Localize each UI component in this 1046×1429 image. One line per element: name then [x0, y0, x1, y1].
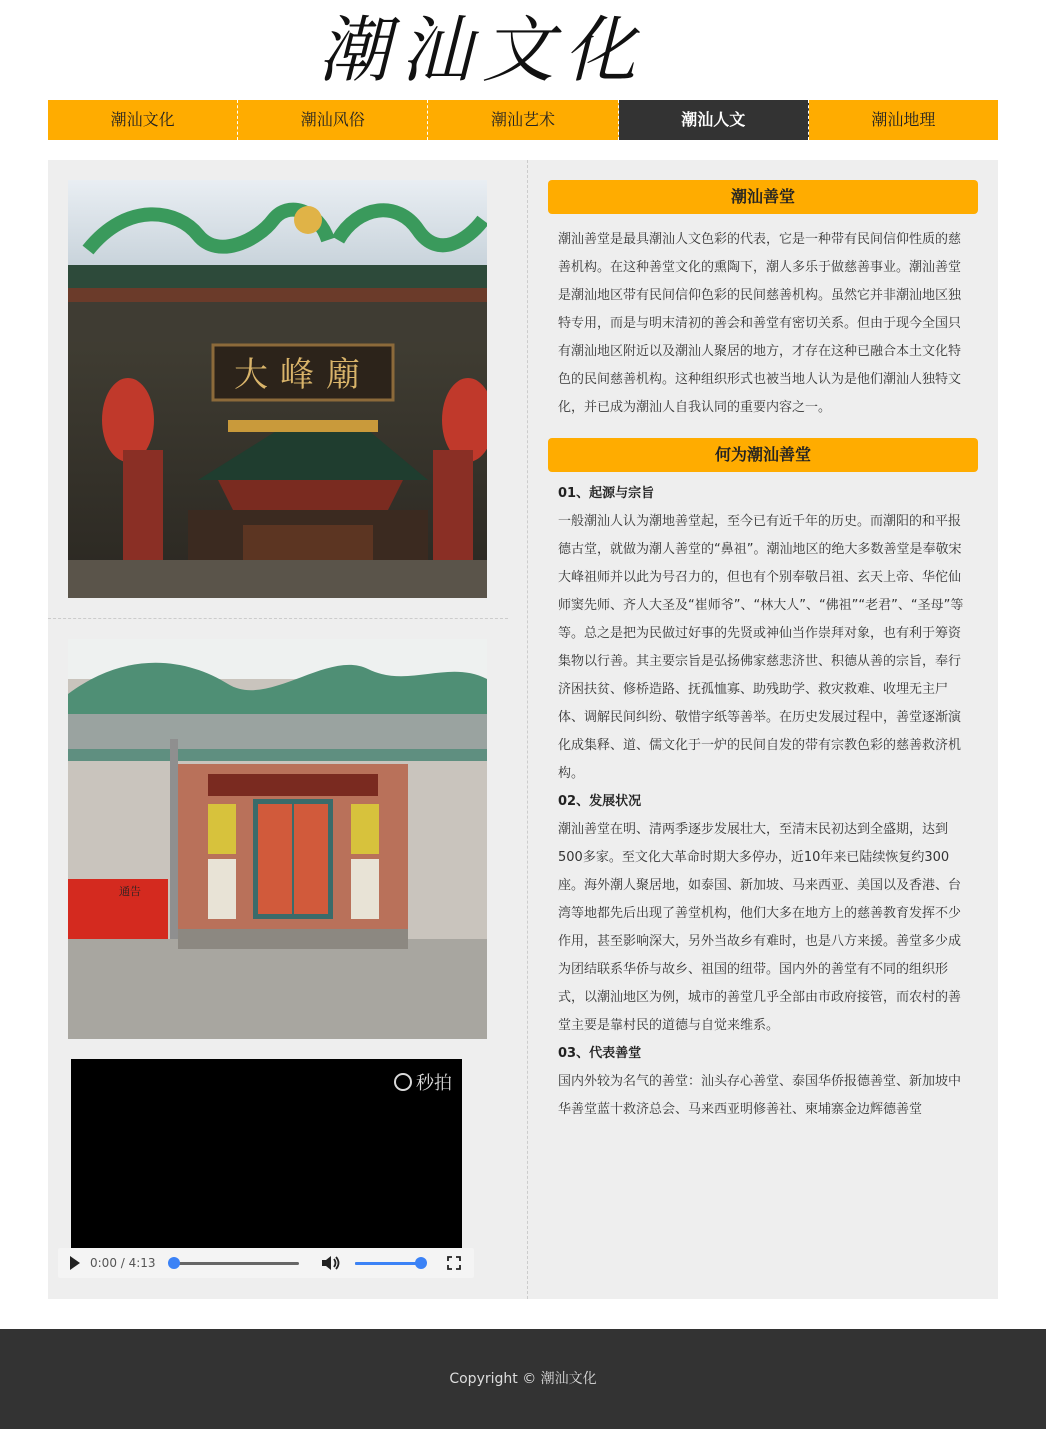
representative-heading: 03、代表善堂 [558, 1046, 642, 1061]
shantang-intro: 潮汕善堂是最具潮汕人文色彩的代表，它是一种带有民间信仰性质的慈善机构。在这种善堂文化的熏陶下，潮人多乐于做慈善事业。潮汕善堂是潮汕地区带有民间信仰色彩的民间慈善机构。虽然它并非潮汕地区独特专用，而是与明末清初的善会和善堂有密切关系。但由于现今全国只有潮汕地区附近以及潮汕人聚居的地方，才存在这种已融合本土文化特色的民间慈善机构。这种组织形式也被当地人认为是他们潮汕人独特文化，并已成为潮汕人自我认同的重要内容之一。 [558, 232, 962, 415]
temple-roof-photo [68, 180, 487, 598]
origin-heading: 01、起源与宗旨 [558, 486, 655, 501]
video-watermark [394, 1069, 452, 1095]
video-controls [58, 1248, 474, 1278]
seek-bar[interactable] [174, 1262, 299, 1265]
temple-sign-text: 大峰廟 [234, 355, 372, 395]
fullscreen-icon[interactable] [447, 1256, 461, 1270]
media-column [48, 160, 528, 1299]
main-content [48, 160, 998, 1299]
video-time: 0:00 / 4:13 [90, 1256, 156, 1270]
play-icon[interactable] [70, 1256, 80, 1270]
development-heading: 02、发展状况 [558, 794, 642, 809]
volume-handle[interactable] [415, 1257, 427, 1269]
volume-fill [355, 1262, 421, 1265]
nav-item-customs[interactable]: 潮汕风俗 [238, 100, 428, 140]
section-title-shantang: 潮汕善堂 [548, 180, 978, 214]
copyright-text: Copyright © 潮汕文化 [449, 1371, 597, 1387]
footer [0, 1329, 1046, 1429]
nav-item-humanities[interactable]: 潮汕人文 [619, 100, 809, 140]
nav-item-art[interactable]: 潮汕艺术 [428, 100, 618, 140]
seek-handle[interactable] [168, 1257, 180, 1269]
development-text: 潮汕善堂在明、清两季逐步发展壮大，至清末民初达到全盛期，达到500多家。至文化大革命时期大多停办，近10年来已陆续恢复约300座。海外潮人聚居地，如泰国、新加坡、马来西亚、美国以及香港、台湾等地都先后出现了善堂机构，他们大多在地方上的慈善教育发挥不少作用，甚至影响深大，另外当故乡有难时，也是八方来援。善堂多少成为团结联系华侨与故乡、祖国的纽带。国内外的善堂有不同的组织形式，以潮汕地区为例，城市的善堂几乎全部由市政府接管，而农村的善堂主要是靠村民的道德与自觉来维系。 [558, 822, 962, 1033]
representative-text: 国内外较为名气的善堂：汕头存心善堂、泰国华侨报德善堂、新加坡中华善堂蓝十救济总会、马来西亚明修善社、柬埔寨金边辉德善堂 [558, 1074, 962, 1117]
temple-entrance-photo [68, 639, 487, 1039]
video-player[interactable] [71, 1059, 462, 1277]
nav-item-culture[interactable]: 潮汕文化 [48, 100, 238, 140]
article-column [548, 180, 978, 1124]
watermark-text: 秒拍 [416, 1073, 452, 1094]
photo-divider [48, 618, 508, 619]
nav-item-geography[interactable]: 潮汕地理 [809, 100, 998, 140]
section-title-what: 何为潮汕善堂 [548, 438, 978, 472]
notice-board-text: 通告 [119, 885, 141, 898]
camera-icon [394, 1073, 412, 1091]
site-logo: 潮汕文化 [318, 8, 647, 92]
volume-icon[interactable] [321, 1255, 341, 1271]
origin-text: 一般潮汕人认为潮地善堂起，至今已有近千年的历史。而潮阳的和平报德古堂，就做为潮人善堂的“鼻祖”。潮汕地区的绝大多数善堂是奉敬宋大峰祖师并以此为号召力的，但也有个别奉敬吕祖、玄天上帝、华佗仙师窦先师、齐人大圣及“崔师爷”、“林大人”、“佛祖”“老君”、“圣母”等等。总之是把为民做过好事的先贤或神仙当作崇拜对象，也有利于筹资集物以行善。其主要宗旨是弘扬佛家慈悲济世、积德从善的宗旨，奉行济困扶贫、修桥造路、抚孤恤寡、助残助学、救灾救难、收埋无主尸体、调解民间纠纷、敬惜字纸等善举。在历史发展过程中，善堂逐渐演化成集释、道、儒文化于一炉的民间自发的带有宗教色彩的慈善救济机构。 [558, 514, 964, 781]
main-nav [48, 100, 998, 140]
volume-slider[interactable] [355, 1262, 421, 1265]
